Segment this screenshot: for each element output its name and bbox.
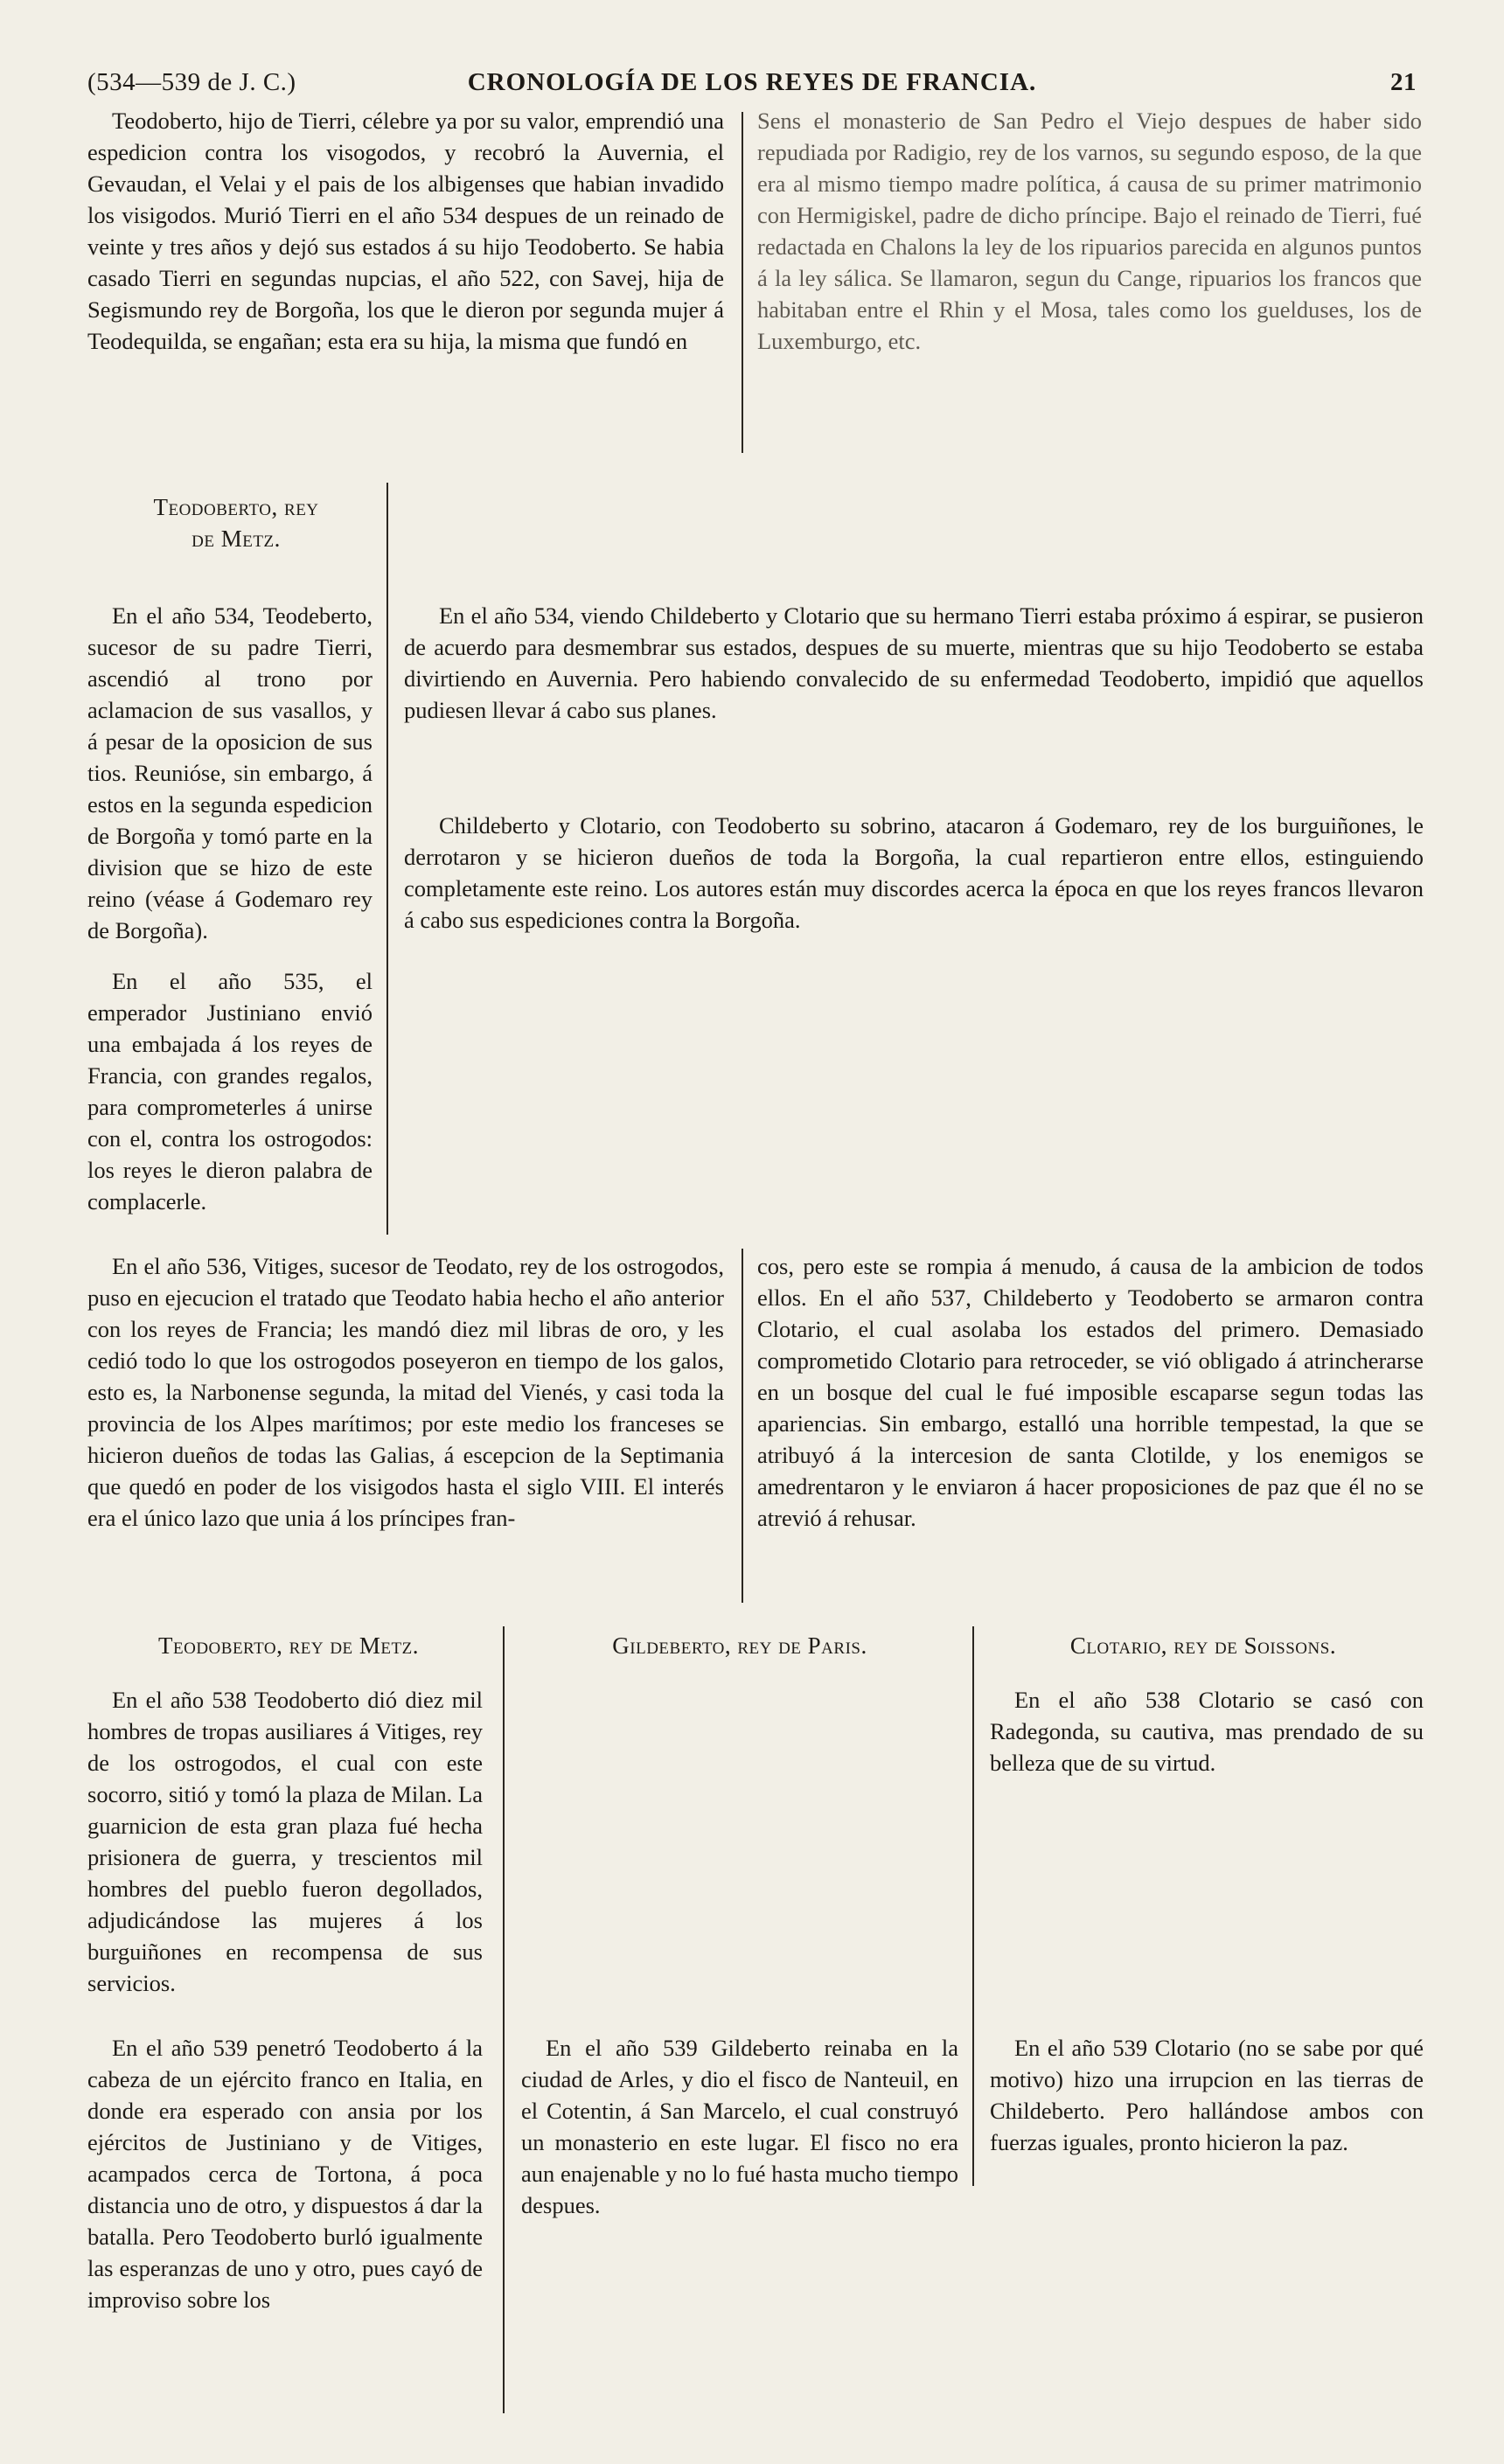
bottom-divider-1 xyxy=(503,1626,505,2413)
section1-heading-line2: de Metz. xyxy=(191,526,281,552)
col3-p1: En el año 538 Clotario se casó con Radegonda, su cautiva, mas prendado de su belleza que de su virtud. xyxy=(990,1687,1424,1776)
section1-divider xyxy=(386,483,388,1235)
section1-left-p2: En el año 535, el emperador Justiniano envió una embajada á los reyes de Francia, con grandes regalos, para comprometerles á unirse con el, contra los ostrogodos: los reyes le dieron palabra de complacerle. xyxy=(87,968,373,1215)
page-number: 21 xyxy=(1390,68,1417,96)
col3-heading: Clotario, rey de Soissons. xyxy=(1069,1632,1337,1659)
section1-right-p1: En el año 534, viendo Childeberto y Clotario que su hermano Tierri estaba próximo á espirar, se pusieron de acuerdo para desmembrar sus estados, despues de su muerte, mientras que su hijo Teodoberto se estaba divirtiendo en Auvernia. Pero habiendo convalecido de su enfermedad Teodoberto, impidió que aquellos pudiesen llevar á cabo sus planes. xyxy=(404,602,1424,723)
section1-heading xyxy=(87,491,385,554)
section1-right-p2: Childeberto y Clotario, con Teodoberto su sobrino, atacaron á Godemaro, rey de los burguiñones, le derrotaron y se hicieron dueños de toda la Borgoña, la cual repartieron entre ellos, estinguiendo completamente este reino. Los autores están muy discordes acerca la época en que los reyes francos llevaron á cabo sus espediciones contra la Borgoña. xyxy=(404,812,1424,933)
col1-p1: En el año 538 Teodoberto dió diez mil hombres de tropas ausiliares á Vitiges, rey de los ostrogodos, el cual con este socorro, sitió y tomó la plaza de Milan. La guarnicion de esta gran plaza fué hecha prisionera de guerra, y trescientos mil hombres del pueblo fueron degollados, adjudicándose las mujeres á los burguiñones en recompensa de sus servicios. xyxy=(87,1687,483,1996)
page-range: (534—539 de J. C.) xyxy=(87,68,296,96)
col2-heading: Gildeberto, rey de Paris. xyxy=(612,1632,867,1659)
section1-left-p1: En el año 534, Teodeberto, sucesor de su padre Tierri, ascendió al trono por aclamacion de sus vasallos, y á pesar de la oposicion de sus tios. Reunióse, sin embargo, á estos en la segunda espedicion de Borgoña y tomó parte en la division que se hizo de este reino (véase á Godemaro rey de Borgoña). xyxy=(87,602,373,943)
col1-p2: En el año 539 penetró Teodoberto á la cabeza de un ejército franco en Italia, en donde era esperado con ansia por los ejércitos de Justiniano y de Vitiges, acampados cerca de Tortona, á poca distancia uno de otro, y dispuestos á dar la batalla. Pero Teodoberto burló igualmente las esperanzas de uno y otro, pues cayó de improviso sobre los xyxy=(87,2035,483,2313)
col3-p2: En el año 539 Clotario (no se sabe por qué motivo) hizo una irrupcion en las tierras de Childeberto. Pero hallándose ambos con fuerzas iguales, pronto hicieron la paz. xyxy=(990,2035,1424,2155)
middle-right-text: cos, pero este se rompia á menudo, á causa de la ambicion de todos ellos. En el año 537, Childeberto y Teodoberto se armaron contra Clotario, el cual asolaba los estados del primero. Demasiado comprometido Clotario para retroceder, se vió obligado á atrincherarse en un bosque del cual le fué imposible escaparse segun todas las apariencias. Sin embargo, estalló una horrible tempestad, la que se atribuyó á la intercesion de santa Clotilde, y los enemigos se amedrentaron y le enviaron á hacer proposiciones de paz que él no se atrevió á rehusar. xyxy=(757,1253,1424,1531)
middle-left-text: En el año 536, Vitiges, sucesor de Teodato, rey de los ostrogodos, puso en ejecucion el tratado que Teodato habia hecho el año anterior con los reyes de Francia; les mandó diez mil libras de oro, y les cedió todo lo que los ostrogodos poseyeron en tiempo de los galos, esto es, la Narbonense segunda, la mitad del Vienés, y casi toda la provincia de los Alpes marítimos; por este medio los franceses se hicieron dueños de todas las Galias, á escepcion de la Septimania que quedó en poder de los visigodos hasta el siglo VIII. El interés era el único lazo que unia á los príncipes fran- xyxy=(87,1253,724,1531)
middle-divider xyxy=(742,1249,743,1603)
bottom-divider-2 xyxy=(972,1626,974,2186)
top-right-text: Sens el monasterio de San Pedro el Viejo despues de haber sido repudiada por Radigio, rey de los varnos, su segundo esposo, de la que era al mismo tiempo madre política, á causa de su primer matrimonio con Hermigiskel, padre de dicho príncipe. Bajo el reinado de Tierri, fué redactada en Chalons la ley de los ripuarios parecida en algunos puntos á la ley sálica. Se llamaron, segun du Cange, ripuarios los francos que habitaban entre el Rhin y el Mosa, tales como los guelduses, los de Luxemburgo, etc. xyxy=(757,108,1422,354)
top-left-text: Teodoberto, hijo de Tierri, célebre ya por su valor, emprendió una espedicion contra los visogodos, y recobró la Auvernia, el Gevaudan, el Velai y el pais de los albigenses que habian invadido los visigodos. Murió Tierri en el año 534 despues de un reinado de veinte y tres años y dejó sus estados á su hijo Teodoberto. Se habia casado Tierri en segundas nupcias, el año 522, con Savej, hija de Segismundo rey de Borgoña, los que le dieron por segunda mujer á Teodequilda, se engañan; esta era su hija, la misma que fundó en xyxy=(87,108,724,354)
section1-heading-line1: Teodoberto, rey xyxy=(153,494,319,520)
page-title: CRONOLOGÍA DE LOS REYES DE FRANCIA. xyxy=(467,68,1037,96)
col2-p1: En el año 539 Gildeberto reinaba en la ciudad de Arles, y dio el fisco de Nanteuil, en el Cotentin, á San Marcelo, el cual construyó un monasterio en este lugar. El fisco no era aun enajenable y no lo fué hasta mucho tiempo despues. xyxy=(521,2035,958,2218)
col1-heading: Teodoberto, rey de Metz. xyxy=(158,1632,419,1659)
column-divider xyxy=(742,112,743,453)
